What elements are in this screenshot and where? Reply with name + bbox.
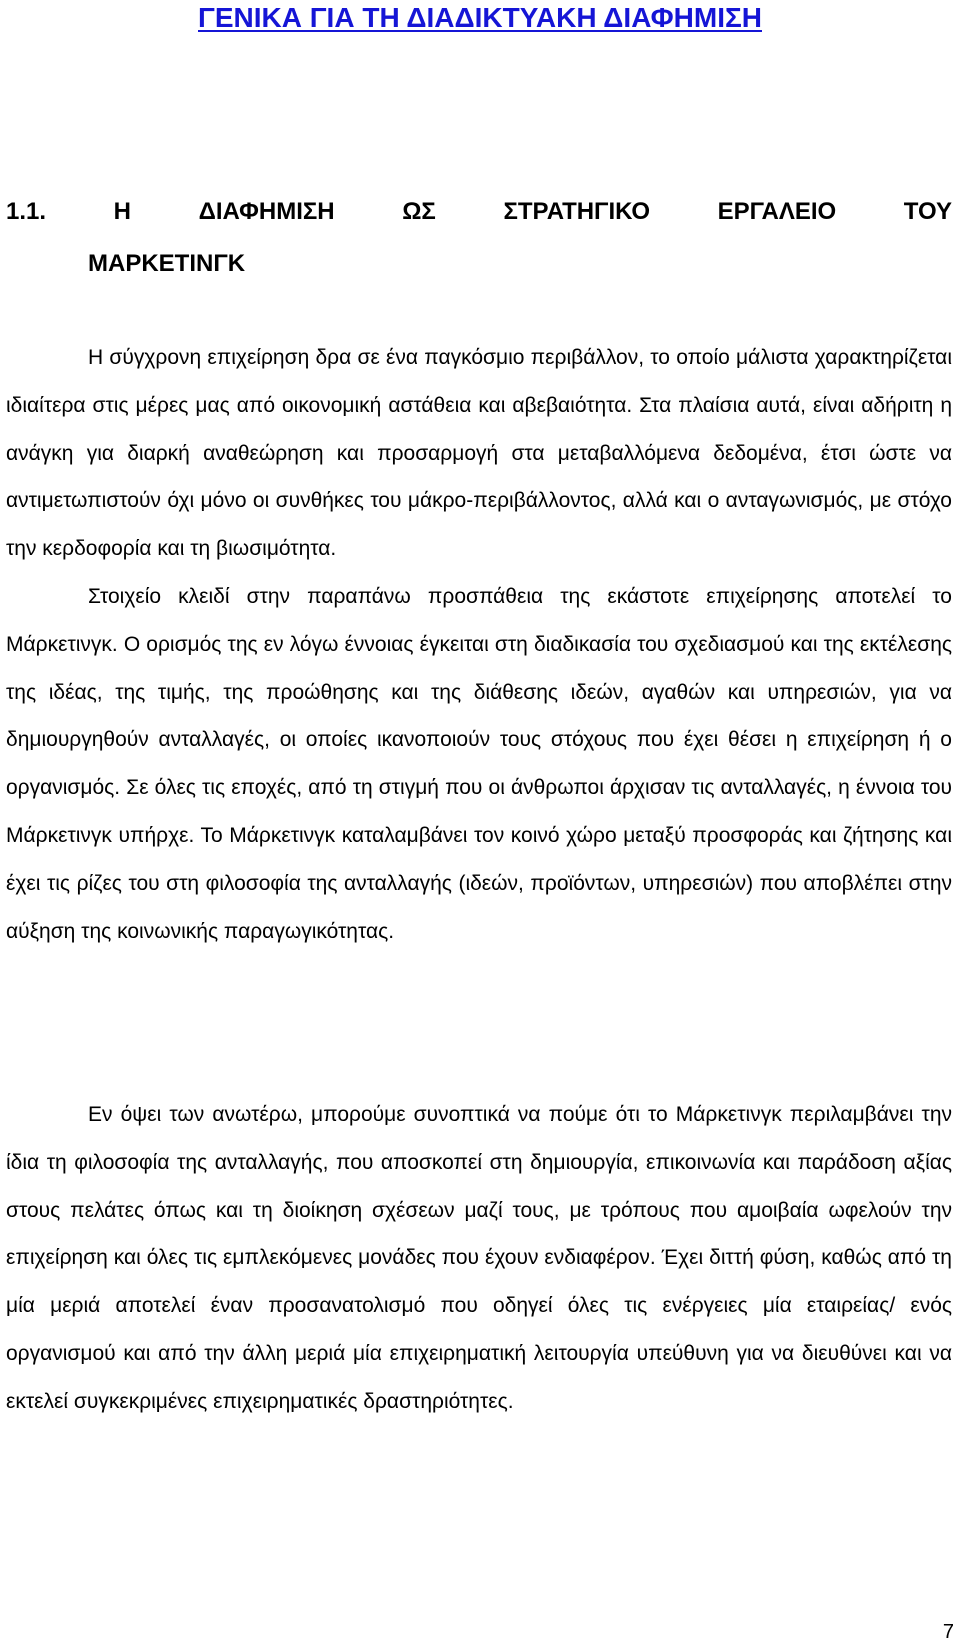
body-text-block [6,334,952,955]
section-title-word: ΤΟΥ [903,198,952,225]
paragraph-3: Εν όψει των ανωτέρω, μπορούμε συνοπτικά να πούμε ότι το Μάρκετινγκ περιλαμβάνει την ίδια τη φιλοσοφία της ανταλλαγής, που αποσκοπεί στη δημιουργία, επικοινωνία και παράδοση αξίας στους πελάτες όπως και τη διοίκηση σχέσεων μαζί τους, με τρόπους που αμοιβαία ωφελούν την επιχείρηση και όλες τις εμπλεκόμενες μονάδες που έχουν ενδιαφέρον. Έχει διττή φύση, καθώς από τη μία μεριά αποτελεί έναν προσανατολισμό που οδηγεί όλες τις ενέργειες μία εταιρείας/ ενός οργανισμού και από την άλλη μεριά μία επιχειρηματική λειτουργία υπεύθυνη για να διευθύνει και να εκτελεί συγκεκριμένες επιχειρηματικές δραστηριότητες. [6,1103,952,1413]
paragraph-2: Στοιχείο κλειδί στην παραπάνω προσπάθεια της εκάστοτε επιχείρησης αποτελεί το Μάρκετινγκ. Ο ορισμός της εν λόγω έννοιας έγκειται στη διαδικασία του σχεδιασμού και της εκτέλεσης της ιδέας, της τιμής, της προώθησης και της διάθεσης ιδεών, αγαθών και υπηρεσιών, για να δημιουργηθούν ανταλλαγές, οι οποίες ικανοποιούν τους στόχους που έχει θέσει η επιχείρηση ή ο οργανισμός. Σε όλες τις εποχές, από τη στιγμή που οι άνθρωποι άρχισαν τις ανταλλαγές, η έννοια του Μάρκετινγκ υπήρχε. Το Μάρκετινγκ καταλαμβάνει τον κοινό χώρο μεταξύ προσφοράς και ζήτησης και έχει τις ρίζες του στη φιλοσοφία της ανταλλαγής (ιδεών, προϊόντων, υπηρεσιών) που αποβλέπει στην αύξηση της κοινωνικής παραγωγικότητας. [6,584,952,943]
section-title-word: Η [113,198,131,225]
section-number: 1.1. [6,198,47,225]
page-number: 7 [942,1621,954,1643]
paragraph-1: Η σύγχρονη επιχείρηση δρα σε ένα παγκόσμιο περιβάλλον, το οποίο μάλιστα χαρακτηρίζεται ιδιαίτερα στις μέρες μας από οικονομική αστάθεια και αβεβαιότητα. Στα πλαίσια αυτά, είναι αδήριτη η ανάγκη για διαρκή αναθεώρηση και προσαρμογή στα μεταβαλλόμενα δεδομένα, έτσι ώστε να αντιμετωπιστούν όχι μόνο οι συνθήκες του μάκρο-περιβάλλοντος, αλλά και ο ανταγωνισμός, με στόχο την κερδοφορία και τη βιωσιμότητα. [6,346,952,561]
section-heading-line [6,186,952,238]
document-title: ΓΕΝΙΚΑ ΓΙΑ ΤΗ ΔΙΑΔΙΚΤΥΑΚΗ ΔΙΑΦΗΜΙΣΗ [198,2,762,33]
section-title-continuation: ΜΑΡΚΕΤΙΝΓΚ [88,250,246,277]
section-title-word: ΕΡΓΑΛΕΙΟ [717,198,837,225]
section-heading [6,186,952,290]
section-title-word: ΣΤΡΑΤΗΓΙΚΟ [503,198,651,225]
section-title-word: ΩΣ [402,198,436,225]
body-text-block-2 [6,1091,952,1426]
section-title-word: ΔΙΑΦΗΜΙΣΗ [198,198,335,225]
